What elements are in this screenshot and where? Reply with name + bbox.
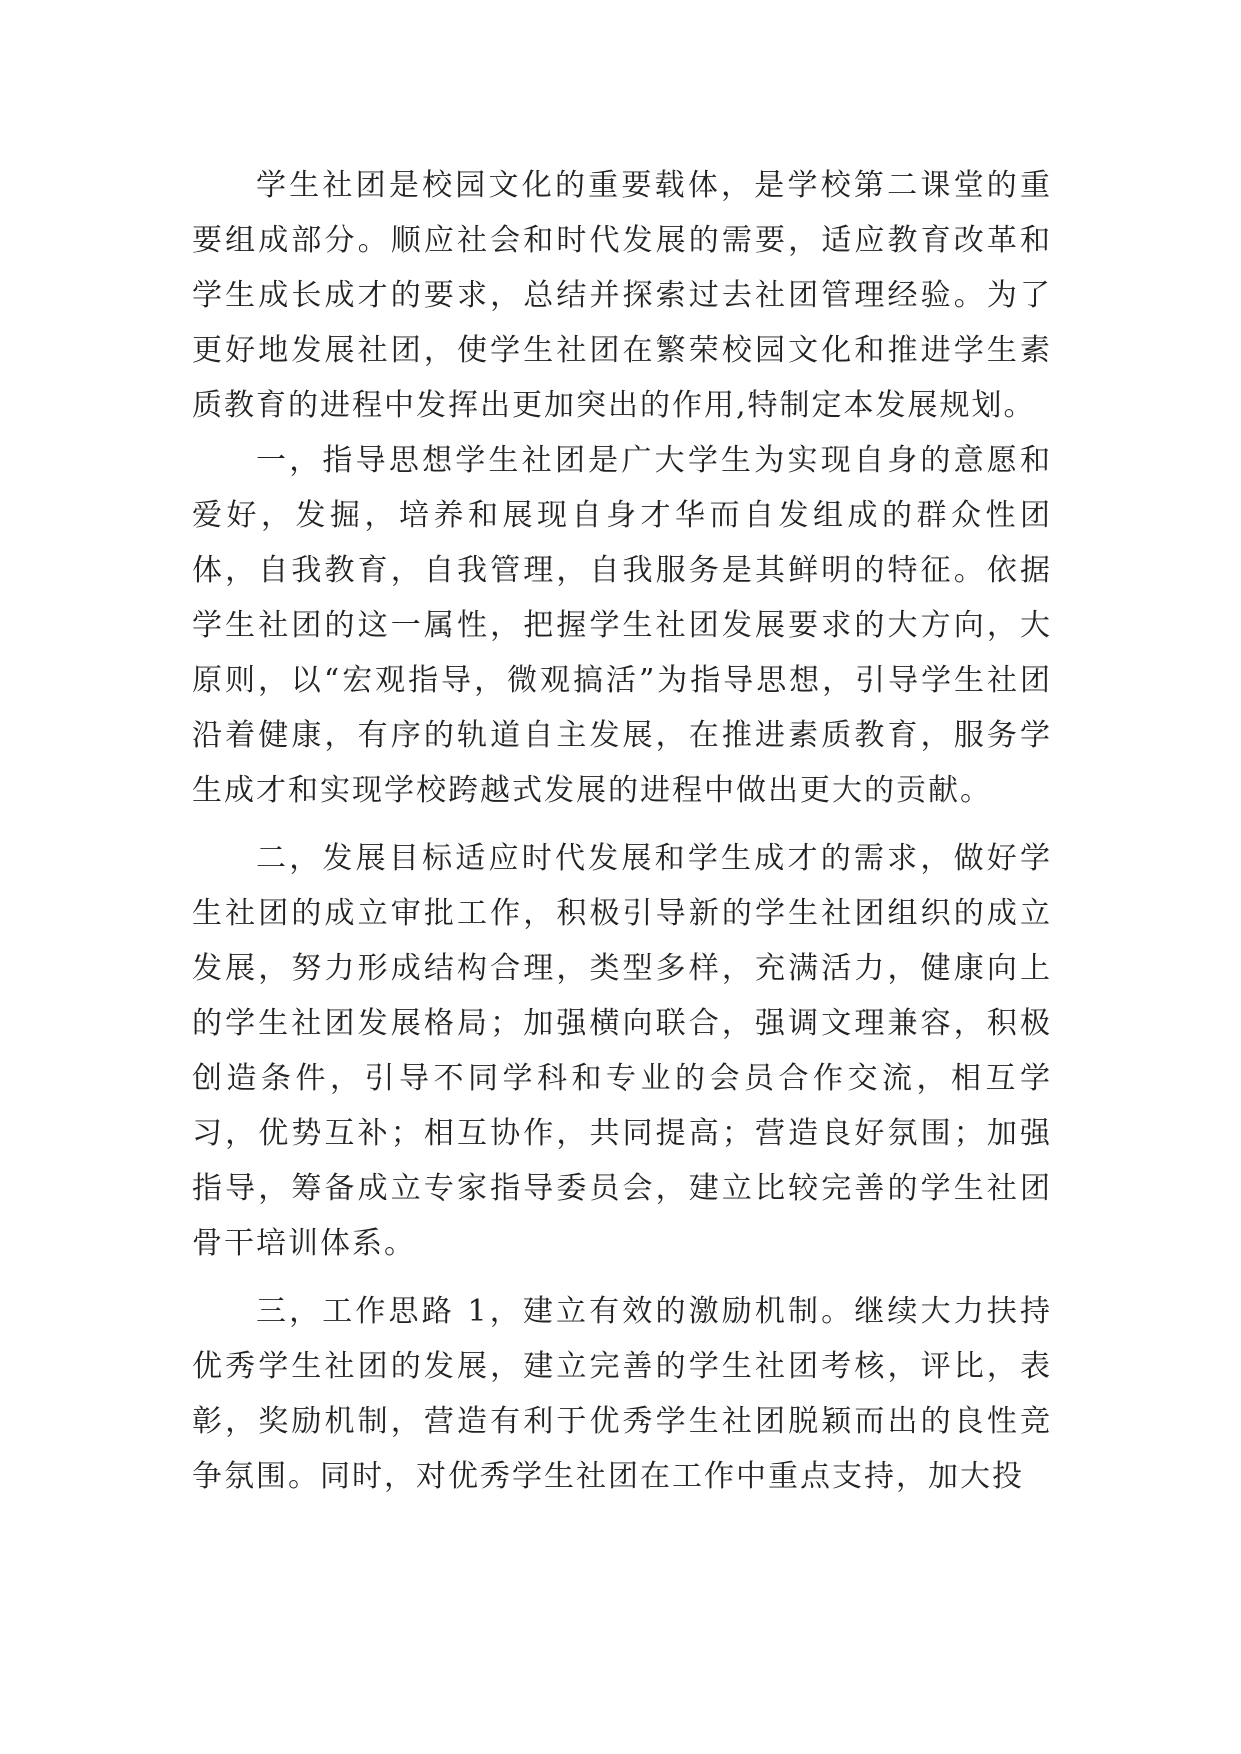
paragraph-intro: 学生社团是校园文化的重要载体，是学校第二课堂的重要组成部分。顺应社会和时代发展的需要，适应教育改革和学生成长成才的要求，总结并探索过去社团管理经验。为了更好地发展社团，使学生社团在繁荣校园文化和推进学生素质教育的进程中发挥出更加突出的作用,特制定本发展规划。: [192, 168, 1052, 423]
paragraph-guiding-thought: 一，指导思想学生社团是广大学生为实现自身的意愿和爱好，发掘，培养和展现自身才华而自发组成的群众性团体，自我教育，自我管理，自我服务是其鲜明的特征。依据学生社团的这一属性，把握学生社团发展要求的大方向，大原则，以“宏观指导，微观搞活”为指导思想，引导学生社团沿着健康，有序的轨道自主发展，在推进素质教育，服务学生成才和实现学校跨越式发展的进程中做出更大的贡献。: [192, 443, 1052, 808]
paragraph-work-approach: 三，工作思路 1，建立有效的激励机制。继续大力扶持优秀学生社团的发展，建立完善的学生社团考核，评比，表彰，奖励机制，营造有利于优秀学生社团脱颖而出的良性竞争氛围。同时，对优秀学生社团在工作中重点支持，加大投: [192, 1294, 1052, 1494]
document-body: [192, 158, 1052, 1504]
paragraph-development-goals: 二，发展目标适应时代发展和学生成才的需求，做好学生社团的成立审批工作，积极引导新的学生社团组织的成立发展，努力形成结构合理，类型多样，充满活力，健康向上的学生社团发展格局；加强横向联合，强调文理兼容，积极创造条件，引导不同学科和专业的会员合作交流，相互学习，优势互补；相互协作，共同提高；营造良好氛围；加强指导，筹备成立专家指导委员会，建立比较完善的学生社团骨干培训体系。: [192, 841, 1052, 1261]
